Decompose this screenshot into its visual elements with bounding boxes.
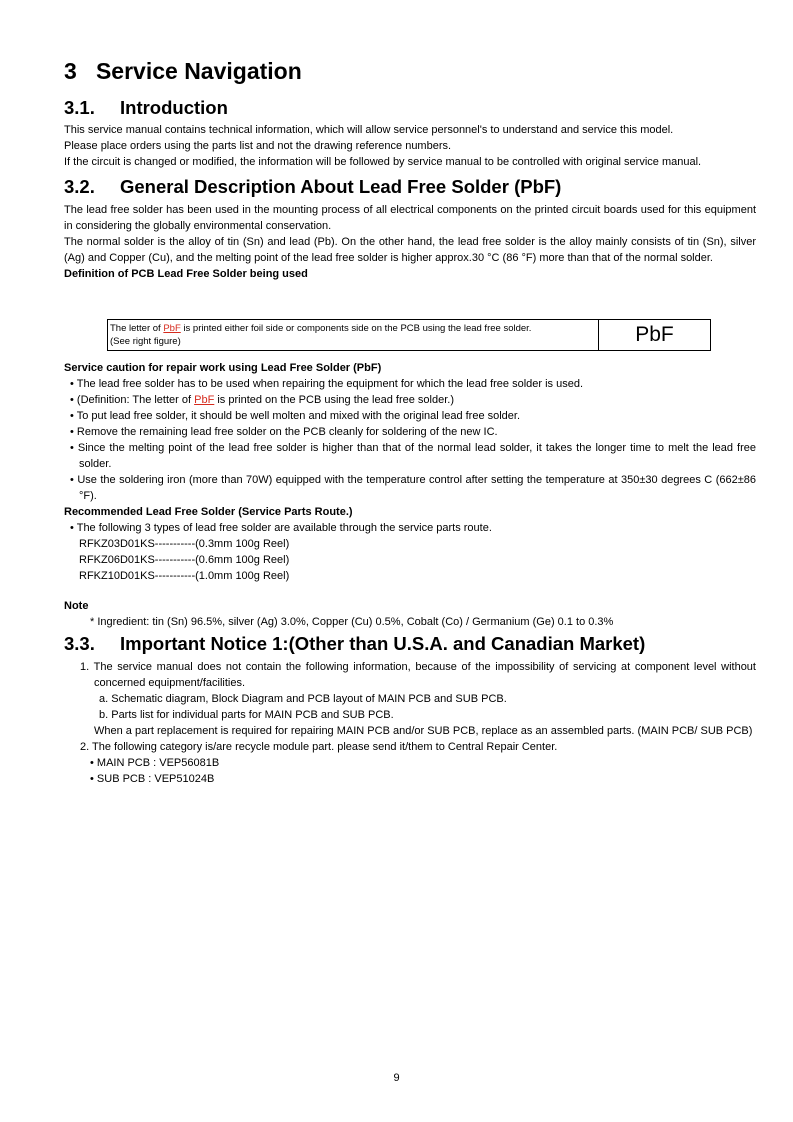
recommended-intro-text: The following 3 types of lead free solder are available through the service parts route. — [76, 522, 492, 534]
part-1: RFKZ03D01KS-----------(0.3mm 100g Reel) — [79, 538, 290, 550]
pbf-mark: PbF — [163, 323, 181, 334]
pbf-box-text-pre: The letter of — [110, 323, 164, 334]
intro-line-2: Please place orders using the parts list and not the drawing reference numbers. — [64, 140, 452, 152]
notice-item-1a: a. Schematic diagram, Block Diagram and PCB layout of MAIN PCB and SUB PCB. — [99, 693, 507, 705]
pbf-box-text-line2: (See right figure) — [110, 336, 181, 347]
intro-line-3: If the circuit is changed or modified, the information will be followed by service manual to be controlled with original service manual. — [64, 156, 702, 168]
notice-item-2a: • MAIN PCB : VEP56081B — [90, 757, 220, 769]
notice-item-1b: b. Parts list for individual parts for MAIN PCB and SUB PCB. — [99, 709, 394, 721]
part-3: RFKZ10D01KS-----------(1.0mm 100g Reel) — [79, 570, 290, 582]
caution-item-6-text: Use the soldering iron (more than 70W) equipped with the temperature control after setting the temperature at 350±30 degrees C (662±86 °F). — [77, 474, 756, 502]
recommended-heading: Recommended Lead Free Solder (Service Parts Route.) — [64, 506, 353, 518]
caution-item-2-pre: (Definition: The letter of — [76, 394, 195, 406]
caution-heading: Service caution for repair work using Lead Free Solder (PbF) — [64, 362, 382, 374]
caution-item-5: • Since the melting point of the lead free solder is higher than that of the normal lead solder, it takes the longer time to melt the lead free solder. — [70, 442, 756, 470]
leadfree-text — [64, 202, 756, 282]
intro-number: 3.1. — [64, 97, 95, 118]
leadfree-para-1: The lead free solder has been used in the mounting process of all electrical components on the printed circuit boards used for this equipment in considering the globally environmental conservation. — [64, 204, 756, 232]
note-section — [64, 598, 756, 630]
notice-item-1: 1. The service manual does not contain the following information, because of the impossibility of servicing at component level without concerned equipment/facilities. — [80, 661, 756, 689]
caution-pbf-mark: PbF — [194, 394, 215, 406]
caution-item-3: • To put lead free solder, it should be well molten and mixed with the original lead free solder. — [70, 410, 521, 422]
caution-item-3-text: To put lead free solder, it should be well molten and mixed with the original lead free solder. — [76, 410, 521, 422]
notice-item-1c: When a part replacement is required for repairing MAIN PCB and/or SUB PCB, replace as an assembled parts. (MAIN PCB/ SUB PCB) — [94, 725, 753, 737]
caution-item-1: • The lead free solder has to be used when repairing the equipment for which the lead free solder is used. — [70, 378, 584, 390]
intro-title: Introduction — [120, 97, 228, 118]
definition-heading: Definition of PCB Lead Free Solder being used — [64, 268, 308, 280]
caution-section — [64, 360, 756, 584]
notice-heading — [64, 633, 645, 655]
recommended-intro: • The following 3 types of lead free solder are available through the service parts route. — [70, 522, 492, 534]
pbf-figure: PbF — [635, 323, 674, 346]
page-number: 9 — [393, 1072, 400, 1084]
section-title: 3 Service Navigation — [64, 58, 302, 84]
caution-item-5-text: Since the melting point of the lead free solder is higher than that of the normal lead solder, it takes the longer time to melt the lead free solder. — [77, 442, 756, 470]
caution-item-4: • Remove the remaining lead free solder on the PCB cleanly for soldering of the new IC. — [70, 426, 498, 438]
notice-item-2: 2. The following category is/are recycle module part. please send it/them to Central Repair Center. — [80, 741, 558, 753]
leadfree-para-2: The normal solder is the alloy of tin (Sn) and lead (Pb). On the other hand, the lead free solder is the alloy mainly consists of tin (Sn), silver (Ag) and Copper (Cu), and the melting point of the lead free solder is higher approx.30 °C (86 °F) more than that of the normal solder. — [64, 236, 756, 264]
note-text: * Ingredient: tin (Sn) 96.5%, silver (Ag) 3.0%, Copper (Cu) 0.5%, Cobalt (Co) / Germanium (Ge) 0.1 to 0.3% — [90, 616, 614, 628]
intro-line-1: This service manual contains technical information, which will allow service personnel's to understand and service this model. — [64, 124, 674, 136]
leadfree-heading — [64, 176, 561, 198]
leadfree-number: 3.2. — [64, 176, 95, 197]
caution-item-2-post: is printed on the PCB using the lead free solder.) — [214, 394, 454, 406]
caution-item-6: • Use the soldering iron (more than 70W) equipped with the temperature control after setting the temperature at 350±30 degrees C (662±86 °F). — [70, 474, 756, 502]
caution-item-4-text: Remove the remaining lead free solder on the PCB cleanly for soldering of the new IC. — [76, 426, 498, 438]
pbf-box-text-post: is printed either foil side or components side on the PCB using the lead free solder. — [180, 323, 532, 334]
notice-text — [64, 659, 756, 787]
pbf-definition-box — [107, 319, 711, 351]
caution-item-2: • (Definition: The letter of PbF is printed on the PCB using the lead free solder.) — [70, 394, 454, 406]
notice-number: 3.3. — [64, 633, 95, 654]
notice-title: Important Notice 1:(Other than U.S.A. and Canadian Market) — [120, 633, 646, 654]
note-heading: Note — [64, 600, 89, 612]
notice-item-2b: • SUB PCB : VEP51024B — [90, 773, 215, 785]
leadfree-title: General Description About Lead Free Solder (PbF) — [120, 176, 562, 197]
pbf-box-text — [108, 320, 599, 350]
intro-heading — [64, 97, 228, 119]
caution-item-1-text: The lead free solder has to be used when repairing the equipment for which the lead free solder is used. — [76, 378, 584, 390]
part-2: RFKZ06D01KS-----------(0.6mm 100g Reel) — [79, 554, 290, 566]
intro-text — [64, 122, 756, 170]
